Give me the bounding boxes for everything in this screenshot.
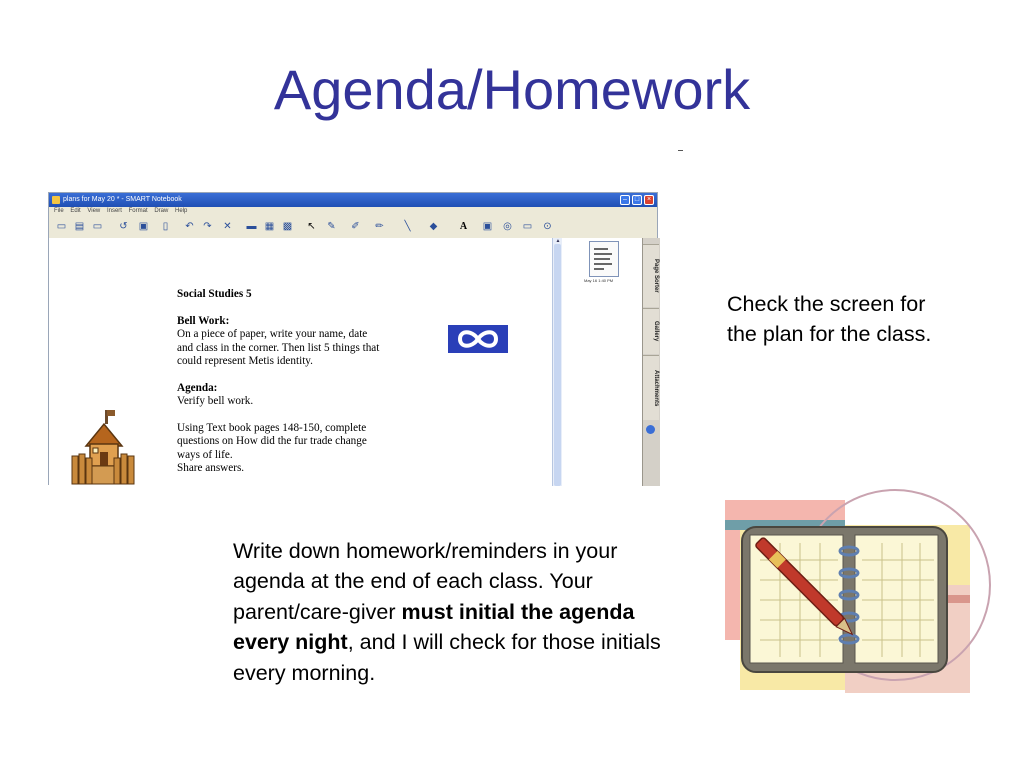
grid-icon[interactable]: ▦	[264, 221, 275, 232]
task-line: questions on How did the fur trade change	[177, 435, 367, 448]
scrollbar-thumb[interactable]	[554, 244, 561, 486]
bell-work-line: could represent Metis identity.	[177, 355, 313, 368]
close-button[interactable]: ×	[644, 195, 654, 205]
menu-draw[interactable]: Draw	[154, 208, 169, 214]
notebook-window-title: plans for May 20 * - SMART Notebook	[63, 196, 182, 203]
screen-icon[interactable]: ▬	[246, 221, 257, 232]
homework-emphasis: must initial the agenda every night	[233, 599, 635, 655]
agenda-line: Verify bell work.	[177, 395, 254, 408]
bell-work-line: and class in the corner. Then list 5 things that	[177, 341, 380, 354]
homework-text-start: Write down homework/reminders in your agenda at the end of each class. Your parent/care-giver	[233, 539, 618, 624]
panel-toggle-icon[interactable]	[646, 425, 655, 434]
open-icon[interactable]: ▭	[56, 221, 67, 232]
tab-gallery[interactable]: Gallery	[643, 308, 659, 354]
stray-mark	[678, 150, 683, 151]
properties-icon[interactable]: ▣	[482, 221, 493, 232]
homework-text-end: , and I will check for those initials every morning.	[233, 630, 661, 685]
menu-file[interactable]: File	[54, 208, 64, 214]
page-icon[interactable]: ▭	[92, 221, 103, 232]
menu-insert[interactable]: Insert	[106, 208, 122, 214]
menu-edit[interactable]: Edit	[70, 208, 81, 214]
infinity-flag-icon	[448, 325, 508, 353]
doc-heading: Social Studies 5	[177, 288, 252, 300]
save-icon[interactable]: ▤	[74, 221, 85, 232]
tab-attachments[interactable]: Attachments	[643, 355, 659, 420]
minimize-button[interactable]: –	[620, 195, 630, 205]
task-line: Share answers.	[177, 462, 245, 475]
scroll-up-icon[interactable]: ▲	[555, 238, 561, 244]
notebook-toolbar	[49, 216, 657, 239]
refresh-icon[interactable]: ↺	[119, 221, 128, 232]
menu-help[interactable]: Help	[175, 208, 188, 214]
maximize-button[interactable]: □	[632, 195, 642, 205]
record-icon[interactable]: ◎	[503, 221, 512, 232]
notebook-window	[48, 192, 658, 485]
notebook-menubar	[49, 207, 657, 216]
line-icon[interactable]: ╲	[404, 221, 411, 232]
undo-icon[interactable]: ↶	[185, 221, 194, 232]
text-icon[interactable]: A	[459, 221, 468, 232]
task-line: Using Text book pages 148-150, complete	[177, 422, 367, 435]
bell-work-line: On a piece of paper, write your name, date	[177, 328, 368, 341]
notebook-app-icon	[52, 196, 60, 204]
page-sorter-panel	[562, 238, 642, 486]
house-icon	[68, 408, 138, 488]
planner-icon	[720, 485, 980, 700]
fill-icon[interactable]: ◆	[429, 221, 438, 232]
notebook-document	[177, 288, 437, 476]
delete-icon[interactable]: ✕	[223, 221, 232, 232]
keyboard-icon[interactable]: ▭	[522, 221, 533, 232]
select-icon[interactable]: ↖	[307, 221, 316, 232]
agenda-heading: Agenda:	[177, 381, 218, 394]
redo-icon[interactable]: ↷	[203, 221, 212, 232]
pen-icon[interactable]: ✎	[327, 221, 336, 232]
menu-format[interactable]: Format	[128, 208, 148, 214]
notebook-titlebar	[49, 193, 657, 207]
camera-icon[interactable]: ▩	[282, 221, 293, 232]
check-screen-note: Check the screen for the plan for the class.	[727, 292, 932, 346]
homework-instructions	[233, 536, 678, 688]
page-thumbnail[interactable]	[589, 241, 619, 277]
eraser-icon[interactable]: ✏	[375, 221, 384, 232]
highlighter-icon[interactable]: ✐	[351, 221, 360, 232]
side-tabs	[642, 238, 660, 486]
disk-icon[interactable]: ▣	[138, 221, 149, 232]
task-line: ways of life.	[177, 448, 233, 461]
bell-work-heading: Bell Work:	[177, 314, 230, 327]
slide-title: Agenda/Homework	[273, 58, 751, 121]
tab-page-sorter[interactable]: Page Sorter	[643, 244, 659, 307]
page-thumbnail-label: May 16 1:40 PM	[584, 278, 614, 283]
print-icon[interactable]: ▯	[162, 221, 169, 232]
options-icon[interactable]: ⊙	[543, 221, 552, 232]
menu-view[interactable]: View	[87, 208, 101, 214]
